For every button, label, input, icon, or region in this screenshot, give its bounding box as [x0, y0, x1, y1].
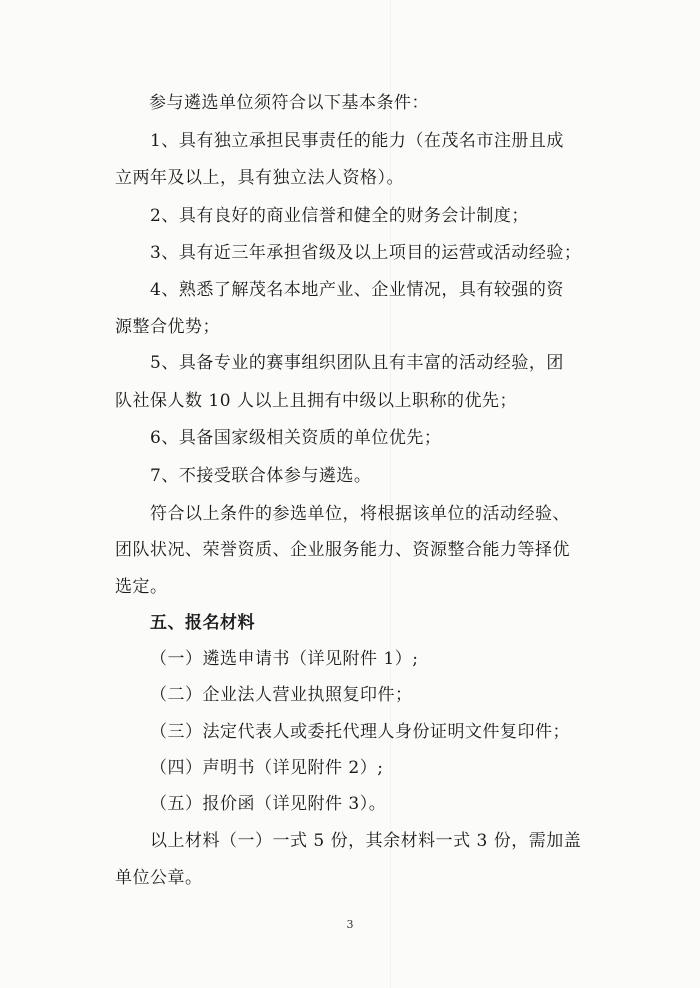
paragraph-line: 7、不接受联合体参与遴选。	[150, 466, 372, 486]
paragraph-line: 源整合优势；	[115, 317, 220, 337]
paragraph-line: 参与遴选单位须符合以下基本条件：	[149, 93, 429, 113]
list-item: （四）声明书（详见附件 2）;	[150, 758, 384, 778]
paragraph-line: 2、具有良好的商业信誉和健全的财务会计制度；	[150, 206, 529, 226]
paragraph-line: 1、具有独立承担民事责任的能力（在茂名市注册且成	[150, 131, 564, 151]
paragraph-line: 3、具有近三年承担省级及以上项目的运营或活动经验；	[150, 243, 582, 263]
paragraph-line: 符合以上条件的参选单位，将根据该单位的活动经验、	[150, 504, 570, 524]
paragraph-line: 4、熟悉了解茂名本地产业、企业情况，具有较强的资	[150, 280, 564, 300]
paragraph-line: 选定。	[115, 577, 168, 597]
paragraph-line: 单位公章。	[115, 868, 203, 888]
list-item: （三）法定代表人或委托代理人身份证明文件复印件；	[150, 722, 570, 742]
list-item: （二）企业法人营业执照复印件；	[150, 685, 413, 705]
section-heading: 五、报名材料	[150, 613, 255, 633]
paragraph-line: 团队状况、荣誉资质、企业服务能力、资源整合能力等择优	[115, 540, 570, 560]
list-item: （一）遴选申请书（详见附件 1）;	[150, 649, 419, 669]
list-item: （五）报价函（详见附件 3）。	[150, 794, 387, 814]
paragraph-line: 立两年及以上，具有独立法人资格）。	[115, 168, 404, 188]
paragraph-line: 以上材料（一）一式 5 份，其余材料一式 3 份，需加盖	[150, 831, 582, 851]
paragraph-line: 6、具备国家级相关资质的单位优先；	[150, 428, 442, 448]
paragraph-line: 5、具备专业的赛事组织团队且有丰富的活动经验，团	[150, 353, 564, 373]
page-number: 3	[346, 918, 354, 931]
paragraph-line: 队社保人数 10 人以上且拥有中级以上职称的优先；	[115, 391, 517, 411]
